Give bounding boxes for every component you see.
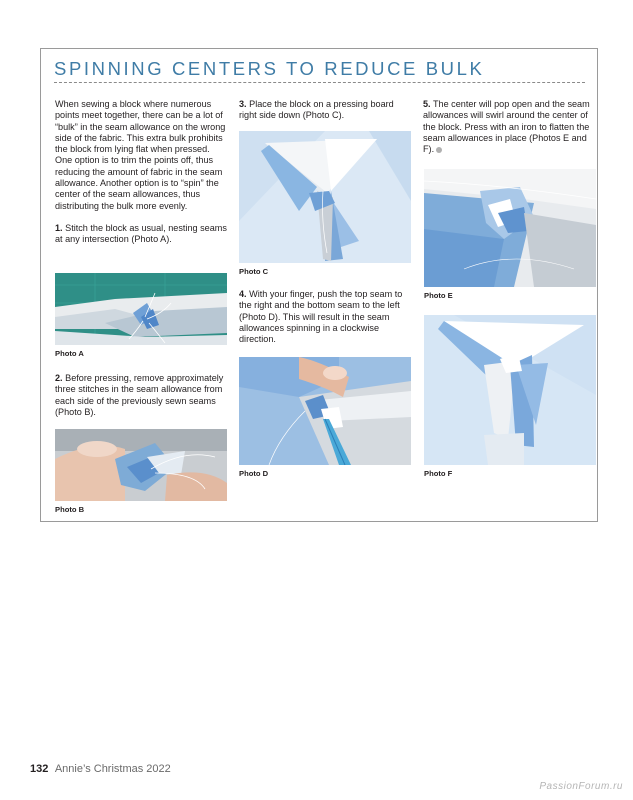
step-number: 3. — [239, 99, 247, 109]
photo-b — [55, 429, 227, 501]
photo-d — [239, 357, 411, 465]
column-2-top — [239, 99, 413, 133]
step-number: 5. — [423, 99, 431, 109]
step-text: Place the block on a pressing board right side down (Photo C). — [239, 99, 394, 121]
photo-c-caption: Photo C — [239, 267, 269, 276]
step-number: 4. — [239, 289, 247, 299]
column-3 — [423, 99, 597, 166]
photo-f-caption: Photo F — [424, 469, 453, 478]
step-text: The center will pop open and the seam allowances will swirl around the center of the block. Press with an iron to flatten the seam allowances in place (Photos E and F). — [423, 99, 590, 155]
step-number: 1. — [55, 222, 63, 233]
page-number: 132 — [30, 763, 49, 775]
photo-a — [55, 273, 227, 345]
photo-e-caption: Photo E — [424, 291, 453, 300]
step-text: With your finger, push the top seam to the right and the bottom seam to the left (Photo D). This will result in the seam allowances spinning in a clockwise direction. — [239, 289, 403, 345]
photo-d-caption: Photo D — [239, 469, 269, 478]
photo-b-caption: Photo B — [55, 505, 85, 514]
section-title: SPINNING CENTERS TO REDUCE BULK — [54, 58, 485, 79]
sidebar-panel — [40, 48, 598, 522]
step-1 — [55, 223, 227, 246]
page-footer — [30, 763, 171, 775]
watermark: PassionForum.ru — [539, 781, 623, 792]
step-text: Before pressing, remove approximately three stitches in the seam allowance from each side of the previously sewn seams (Photo B). — [55, 373, 224, 417]
title-divider — [54, 82, 585, 83]
step-2 — [55, 373, 227, 429]
end-mark-icon — [436, 147, 442, 153]
publication-name: Annie’s Christmas 2022 — [54, 763, 171, 775]
photo-f — [424, 315, 596, 465]
step-4 — [239, 289, 413, 356]
photo-a-caption: Photo A — [55, 349, 84, 358]
intro-paragraph: When sewing a block where numerous points meet together, there can be a lot of “bulk” in the seam allowance on the wrong side of the fabric. This extra bulk prohibits the block from lying flat when pressed. One option is to trim the points off, thus reducing the amount of fabric in the seam allowance. Another option is to “spin” the center of the seam allowances, thus distributing the bulk more evenly. — [55, 99, 226, 211]
photo-e — [424, 169, 596, 287]
step-text: Stitch the block as usual, nesting seams at any intersection (Photo A). — [55, 222, 227, 245]
photo-c — [239, 131, 411, 263]
step-number: 2. — [55, 373, 63, 383]
column-1 — [55, 99, 227, 257]
